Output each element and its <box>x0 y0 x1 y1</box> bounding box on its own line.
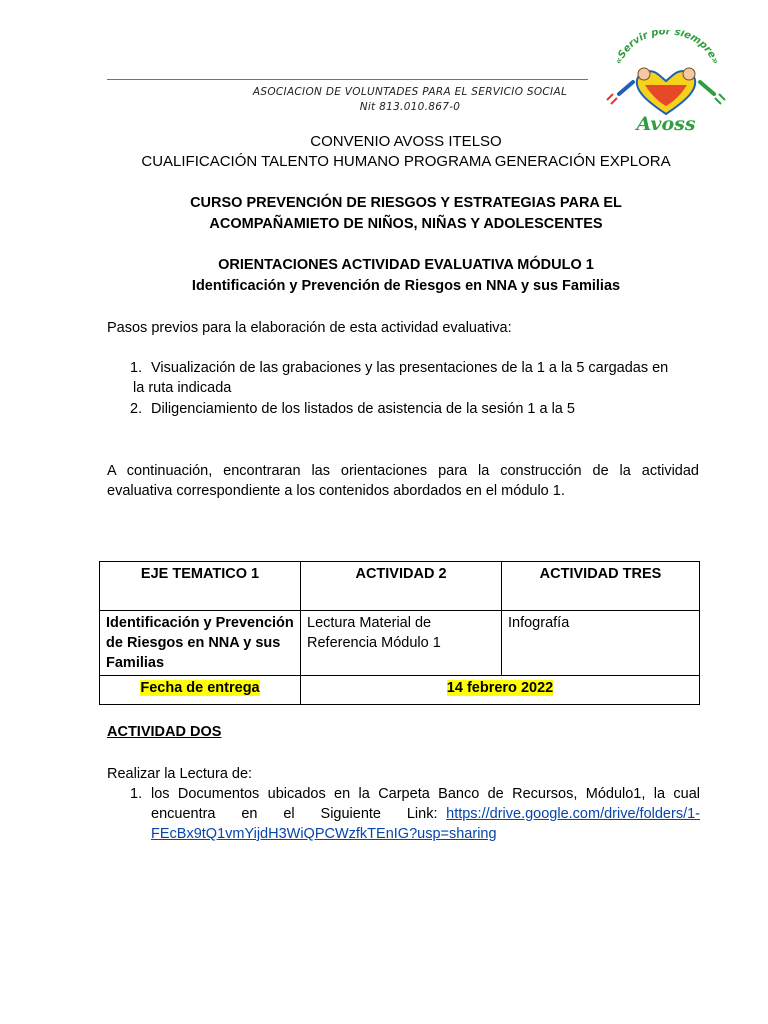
title-cualificacion: CUALIFICACIÓN TALENTO HUMANO PROGRAMA GENERACIÓN EXPLORA <box>141 153 671 170</box>
actividad-dos-item-1-line2 <box>130 804 700 824</box>
association-nit: Nit 813.010.867-0 <box>359 101 461 113</box>
actividad-dos-link-prefix: encuentra en el Siguiente Link: <box>151 806 438 822</box>
table-row-fecha <box>100 676 700 705</box>
association-name: ASOCIACION DE VOLUNTADES PARA EL SERVICIO SOCIAL <box>252 86 568 98</box>
avoss-logo <box>597 30 735 136</box>
table-header-row <box>100 562 700 611</box>
pasos-item-2-line1: Diligenciamiento de los listados de asistencia de la sesión 1 a la 5 <box>151 401 575 417</box>
continuacion-paragraph: A continuación, encontraran las orientaciones para la construcción de la actividad evaluativa correspondiente a los contenidos abordados en el módulo 1. <box>107 463 699 499</box>
table-cell-fecha-value <box>301 676 700 705</box>
title-convenio: CONVENIO AVOSS ITELSO <box>310 133 502 150</box>
pasos-intro: Pasos previos para la elaboración de esta actividad evaluativa: <box>107 320 512 336</box>
actividad-dos-item-1 <box>130 784 700 844</box>
table-header-cell: ACTIVIDAD 2 <box>301 562 502 611</box>
drive-link-part2[interactable]: FEcBx9tQ1vmYijdH3WiQPCWzfkTEnIG?usp=sharing <box>151 826 497 842</box>
logo-arc-text: «Servir por siempre» <box>613 30 721 66</box>
table-header-cell: EJE TEMATICO 1 <box>100 562 301 611</box>
table-cell-actividad2: Lectura Material de Referencia Módulo 1 <box>301 611 502 676</box>
title-orientaciones: ORIENTACIONES ACTIVIDAD EVALUATIVA MÓDULO 1 <box>218 257 594 273</box>
table-header-cell: ACTIVIDAD TRES <box>502 562 700 611</box>
actividad-dos-item-1-num: 1. <box>130 786 143 802</box>
title-curso-line2: ACOMPAÑAMIETO DE NIÑOS, NIÑAS Y ADOLESCENTES <box>209 216 603 232</box>
actividad-dos-item-1-line1: los Documentos ubicados en la Carpeta Banco de Recursos, Módulo1, la cual <box>151 786 700 802</box>
svg-text:«Servir por siempre» <box>613 30 721 66</box>
actividad-dos-item-1-line3 <box>130 824 700 844</box>
fecha-label: Fecha de entrega <box>140 680 260 696</box>
actividad-dos-heading: ACTIVIDAD DOS <box>107 724 222 740</box>
actividad-dos-realizar: Realizar la Lectura de: <box>107 766 253 782</box>
header-rule <box>107 79 588 80</box>
table-row <box>100 611 700 676</box>
pasos-item-1-line2: la ruta indicada <box>133 380 232 396</box>
pasos-item-2 <box>130 399 710 419</box>
title-curso-line1: CURSO PREVENCIÓN DE RIESGOS Y ESTRATEGIAS PARA EL <box>190 195 622 211</box>
table-cell-fecha-label <box>100 676 301 705</box>
pasos-item-1-line1: Visualización de las grabaciones y las presentaciones de la 1 a la 5 cargadas en <box>151 360 669 376</box>
activities-table <box>99 561 700 705</box>
table-cell-eje: Identificación y Prevención de Riesgos en NNA y sus Familias <box>100 611 301 676</box>
fecha-value: 14 febrero 2022 <box>446 680 554 696</box>
pasos-item-1 <box>130 358 710 398</box>
table-cell-actividad-tres: Infografía <box>502 611 700 676</box>
pasos-item-1-num: 1. <box>130 360 143 376</box>
drive-link-part1[interactable]: https://drive.google.com/drive/folders/1- <box>446 806 700 822</box>
logo-name: Avoss <box>636 113 696 135</box>
avoss-logo-graphic <box>597 30 735 136</box>
pasos-item-2-num: 2. <box>130 401 143 417</box>
title-identificacion: Identificación y Prevención de Riesgos en NNA y sus Familias <box>191 278 621 294</box>
